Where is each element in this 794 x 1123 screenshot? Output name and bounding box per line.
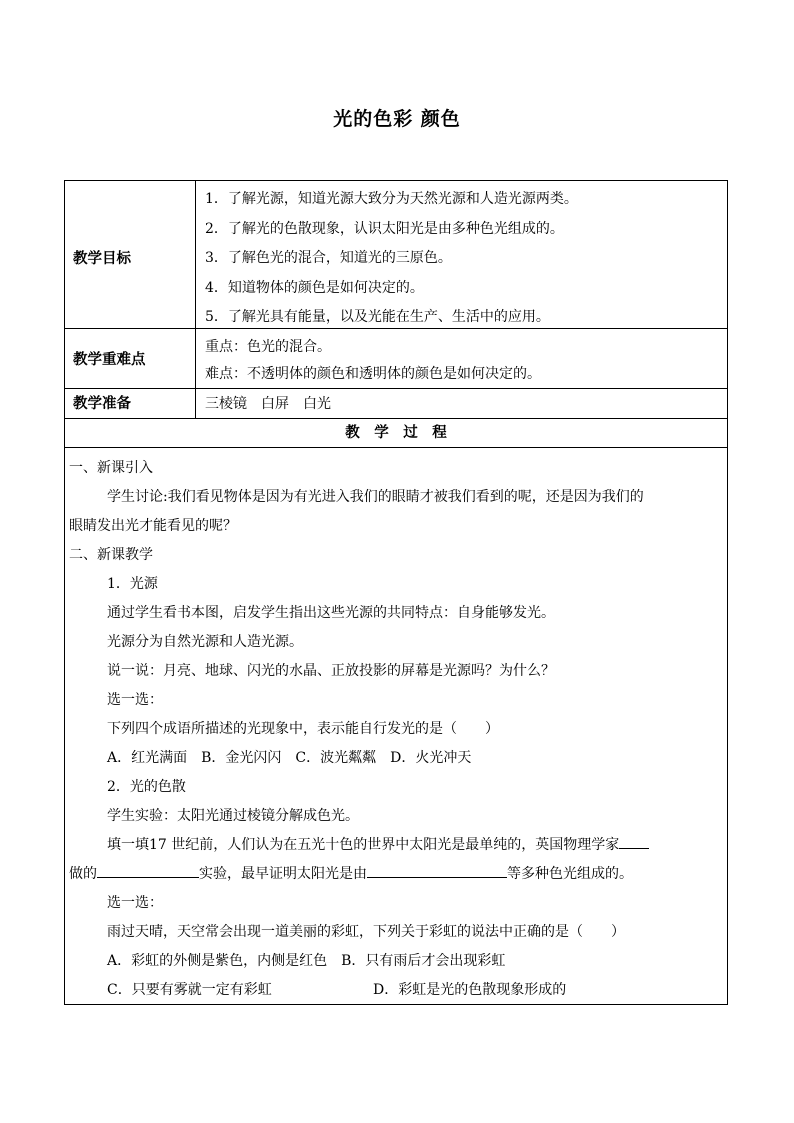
prep-value: 三棱镜 白屏 白光 <box>205 396 331 412</box>
paragraph: 选一选： <box>107 692 163 708</box>
fill-blank-question <box>69 860 721 889</box>
section-heading: 二、新课教学 <box>69 547 153 563</box>
fill-blank-question <box>69 831 721 860</box>
paragraph: 学生实验：太阳光通过棱镜分解成色光。 <box>107 808 359 824</box>
options: A．彩虹的外侧是紫色，内侧是红色 B．只有雨后才会出现彩虹 <box>107 953 506 969</box>
goal-item: 5．了解光具有能量，以及光能在生产、生活中的应用。 <box>205 309 550 325</box>
option-c: C．只要有雾就一定有彩虹 <box>107 982 272 998</box>
difficulties-label: 教学重难点 <box>73 352 146 368</box>
question: 雨过天晴，天空常会出现一道美丽的彩虹，下列关于彩虹的说法中正确的是（ ） <box>107 924 625 940</box>
goals-label: 教学目标 <box>73 251 131 267</box>
goal-item: 3．了解色光的混合，知道光的三原色。 <box>205 250 452 266</box>
paragraph: 学生讨论:我们看见物体是因为有光进入我们的眼睛才被我们看到的呢，还是因为我们的 <box>107 489 644 505</box>
answer-blank[interactable] <box>97 863 199 878</box>
goal-item: 2．了解光的色散现象，认识太阳光是由多种色光组成的。 <box>205 220 564 237</box>
lesson-plan-table <box>64 180 728 1005</box>
section-heading: 一、新课引入 <box>69 460 153 476</box>
option-d: D．彩虹是光的色散现象形成的 <box>373 982 567 998</box>
paragraph: 说一说：月亮、地球、闪光的水晶、正放投影的屏幕是光源吗？为什么？ <box>107 663 555 679</box>
fill-label: 填一填 <box>107 837 149 853</box>
fill-text: 17 世纪前，人们认为在五光十色的世界中太阳光是最单纯的，英国物理学家 <box>149 837 620 853</box>
options: A．红光满面 B．金光闪闪 C．波光粼粼 D．火光冲天 <box>107 750 472 766</box>
question: 下列四个成语所描述的光现象中，表示能自行发光的是（ ） <box>107 721 499 737</box>
paragraph: 通过学生看书本图，启发学生指出这些光源的共同特点：自身能够发光。 <box>107 605 555 621</box>
process-body <box>65 454 727 1005</box>
options <box>69 976 721 1005</box>
paragraph: 选一选： <box>107 895 163 911</box>
goal-item: 1．了解光源，知道光源大致分为天然光源和人造光源两类。 <box>205 191 578 207</box>
difficulty-item: 难点：不透明体的颜色和透明体的颜色是如何决定的。 <box>205 366 541 382</box>
difficulty-item: 重点：色光的混合。 <box>205 339 331 355</box>
answer-blank[interactable] <box>367 863 507 878</box>
fill-text: 等多种色光组成的。 <box>507 866 633 882</box>
subsection-heading: 1．光源 <box>107 576 158 592</box>
difficulties-list <box>195 334 727 388</box>
row-divider <box>65 447 727 448</box>
goals-list <box>195 185 727 333</box>
prep-label: 教学准备 <box>73 396 131 412</box>
answer-blank[interactable] <box>619 834 649 849</box>
subsection-heading: 2．光的色散 <box>107 779 186 795</box>
goal-item: 4．知道物体的颜色是如何决定的。 <box>205 279 424 296</box>
fill-text: 实验，最早证明太阳光是由 <box>199 866 367 882</box>
paragraph: 眼睛发出光才能看见的呢？ <box>69 518 237 534</box>
fill-text: 做的 <box>69 866 97 882</box>
paragraph: 光源分为自然光源和人造光源。 <box>107 634 303 650</box>
page-title: 光的色彩 颜色 <box>333 108 461 130</box>
process-heading: 教 学 过 程 <box>345 425 447 441</box>
